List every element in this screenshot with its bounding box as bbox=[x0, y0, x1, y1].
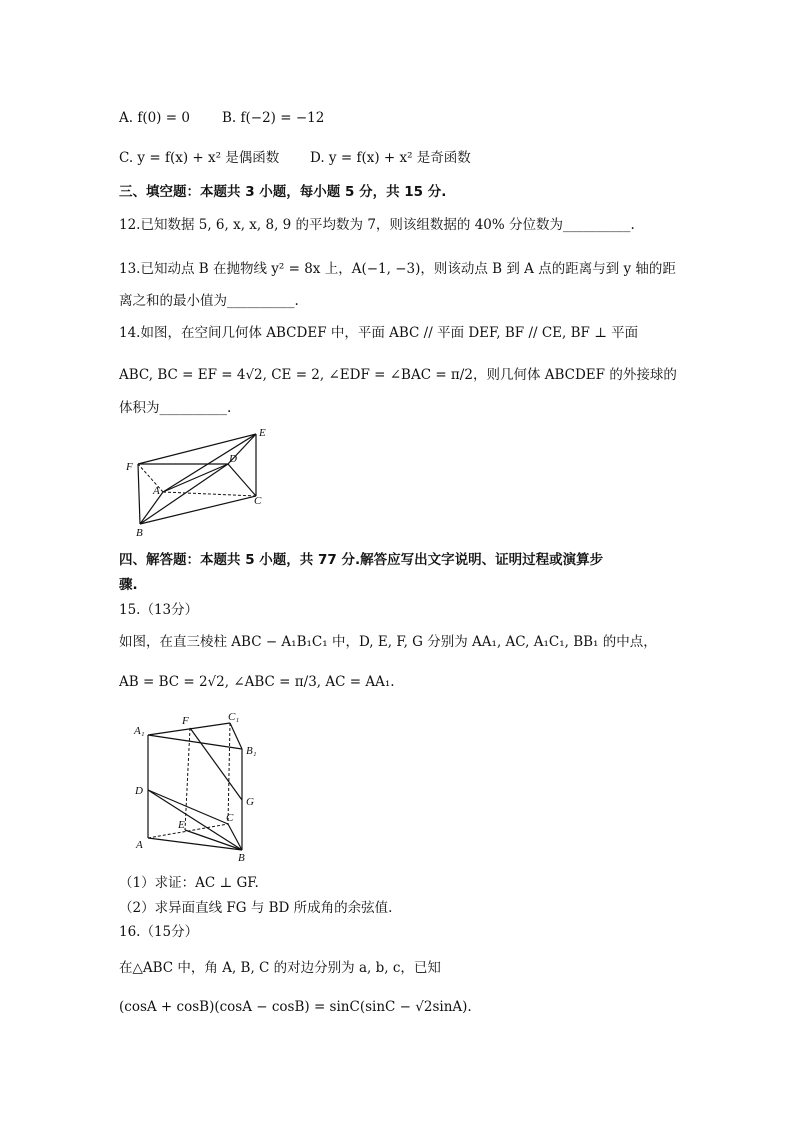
label-a1: A₁ bbox=[134, 725, 145, 737]
label-f: F bbox=[126, 461, 133, 473]
q14-line1: 14.如图，在空间几何体 ABCDEF 中，平面 ABC // 平面 DEF, BF // CE, BF ⊥ 平面 bbox=[119, 325, 639, 341]
q14-line3: 体积为__________. bbox=[119, 400, 232, 416]
label-d: D bbox=[135, 785, 143, 797]
label-a: A bbox=[136, 839, 143, 851]
q16-score: 16.（15分） bbox=[119, 924, 199, 940]
q14-figure bbox=[118, 424, 278, 544]
q15-part2: （2）求异面直线 FG 与 BD 所成角的余弦值. bbox=[119, 900, 393, 916]
q11-option-b: B. f(−2) = −12 bbox=[222, 110, 325, 126]
q13-line1: 13.已知动点 B 在抛物线 y² = 8x 上，A(−1, −3)，则该动点 B 到 A 点的距离与到 y 轴的距 bbox=[119, 261, 676, 277]
label-c1: C₁ bbox=[228, 711, 240, 723]
q11-option-a: A. f(0) = 0 bbox=[119, 110, 190, 126]
label-g: G bbox=[246, 796, 254, 808]
label-c: C bbox=[226, 812, 234, 824]
section3-title: 三、填空题：本题共 3 小题，每小题 5 分，共 15 分. bbox=[119, 184, 447, 200]
edge-ab bbox=[148, 838, 242, 850]
q15-score: 15.（13分） bbox=[119, 602, 199, 618]
edge-a1c1 bbox=[148, 723, 230, 735]
edge-cc1-dashed bbox=[228, 723, 230, 824]
q15-line1: 如图，在直三棱柱 ABC − A₁B₁C₁ 中，D, E, F, G 分别为 AA₁, AC, A₁C₁, BB₁ 的中点， bbox=[119, 634, 657, 650]
edge-fe bbox=[138, 434, 256, 464]
label-b1: B₁ bbox=[246, 745, 257, 757]
q14-line2: ABC, BC = EF = 4√2, CE = 2, ∠EDF = ∠BAC = π/2，则几何体 ABCDEF 的外接球的 bbox=[119, 367, 677, 383]
q15-line2: AB = BC = 2√2, ∠ABC = π/3, AC = AA₁. bbox=[119, 674, 395, 690]
edge-ac-dashed bbox=[163, 492, 256, 496]
q12-text: 12.已知数据 5, 6, x, x, 8, 9 的平均数为 7，则该组数据的 40% 分位数为__________. bbox=[119, 217, 635, 233]
q16-line1: 在△ABC 中，角 A, B, C 的对边分别为 a, b, c，已知 bbox=[119, 960, 441, 976]
label-b: B bbox=[136, 527, 143, 539]
q11-option-c: C. y = f(x) + x² 是偶函数 bbox=[119, 150, 280, 166]
section4-title-line2: 骤. bbox=[119, 577, 138, 593]
edge-a1b1 bbox=[148, 735, 242, 749]
label-b: B bbox=[238, 852, 245, 863]
edge-dc bbox=[148, 790, 228, 824]
edge-fg bbox=[190, 728, 242, 800]
label-a: A bbox=[153, 485, 160, 497]
section4-title-line1: 四、解答题：本题共 5 小题，共 77 分.解答应写出文字说明、证明过程或演算步 bbox=[119, 552, 604, 568]
q11-option-d: D. y = f(x) + x² 是奇函数 bbox=[310, 150, 471, 166]
q16-line2: (cosA + cosB)(cosA − cosB) = sinC(sinC − √2sinA). bbox=[119, 999, 472, 1015]
q15-figure bbox=[130, 708, 270, 863]
label-c: C bbox=[254, 495, 262, 507]
q15-part1: （1）求证：AC ⊥ GF. bbox=[119, 875, 259, 891]
q13-line2: 离之和的最小值为__________. bbox=[119, 293, 299, 309]
label-e: E bbox=[178, 819, 185, 831]
edge-ac-dashed bbox=[148, 824, 228, 838]
edge-fb bbox=[138, 464, 140, 524]
label-d: D bbox=[229, 453, 237, 465]
edge-ad bbox=[163, 464, 228, 492]
label-f: F bbox=[182, 715, 189, 727]
edge-c1b1 bbox=[230, 723, 242, 749]
edge-ae bbox=[163, 434, 256, 492]
label-e: E bbox=[259, 427, 266, 439]
edge-dc bbox=[228, 464, 256, 496]
